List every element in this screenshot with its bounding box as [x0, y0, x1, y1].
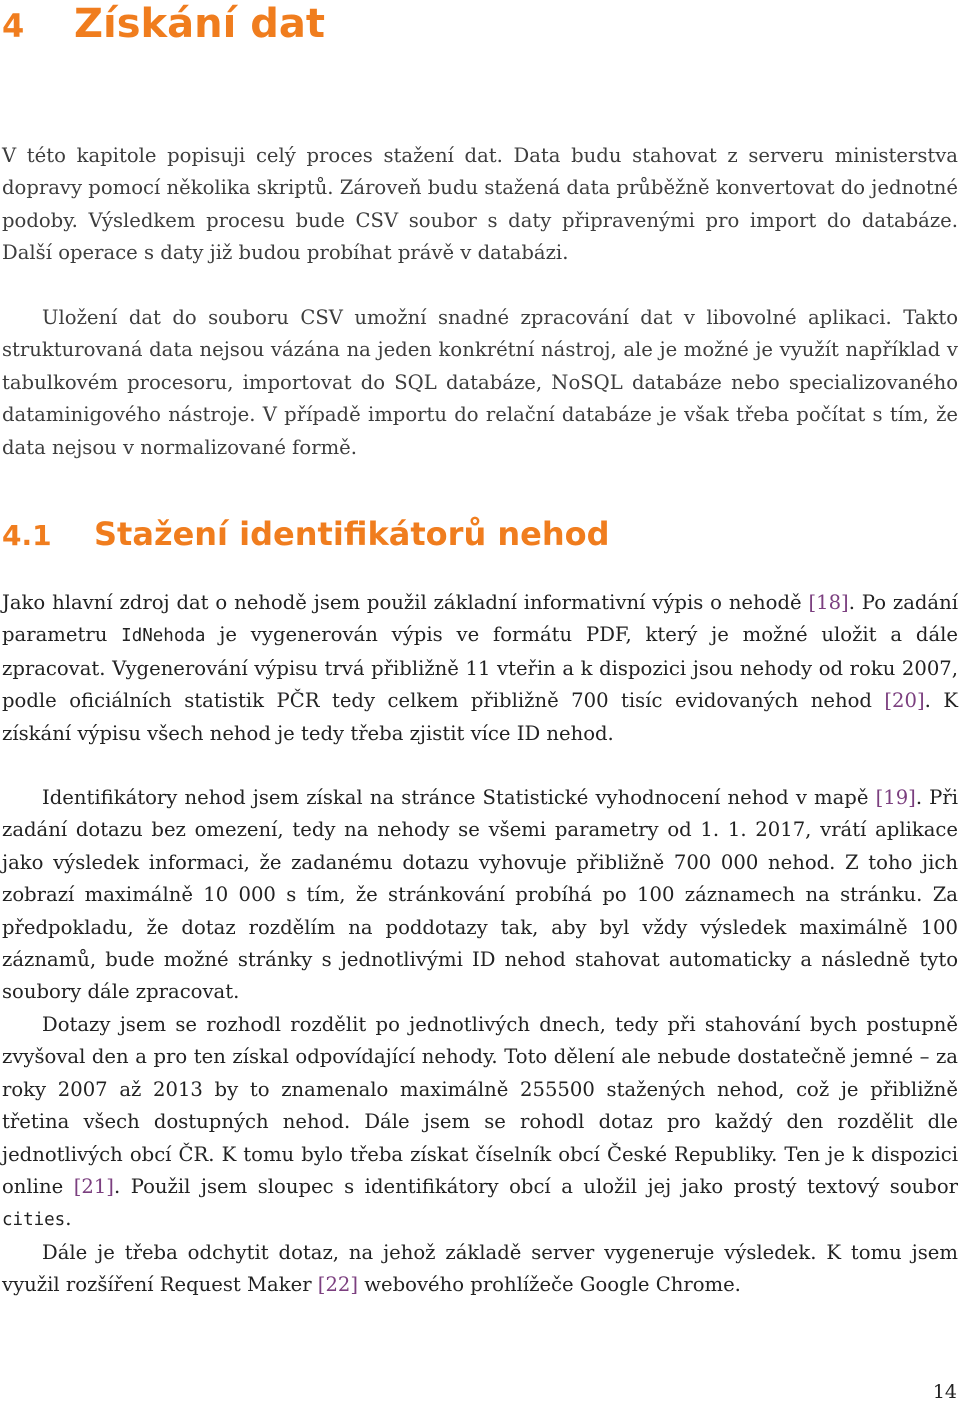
section-heading: [2, 512, 610, 558]
chapter-title: Získání dat: [74, 1, 325, 47]
body-paragraph-3: [2, 1009, 958, 1237]
intro-paragraph-2: Uložení dat do souboru CSV umožní snadné zpracování dat v libovolné aplikaci. Takto strukturovaná data nejsou vázána na jeden konkrétní nástroj, ale je možné je využít například v tabulkovém procesoru, importovat do SQL databáze, NoSQL databáze nebo specializovaného dataminigového nástroje. V případě importu do relační databáze je však třeba počítat s tím, že data nejsou v normalizované formě.: [2, 306, 958, 459]
citation-link[interactable]: [18]: [808, 591, 849, 614]
body-paragraph-2: [2, 782, 958, 1009]
body-paragraph-4: [2, 1237, 958, 1302]
body-paragraph-1: [2, 587, 958, 750]
text-run: . Při zadání dotazu bez omezení, tedy na nehody se všemi parametry od 1. 1. 2017, vrátí aplikace jako výsledek informaci, že zadanému dotazu vyhovuje přibližně 700 000 nehod. Z toho jich zobrazí maximálně 10 000 s tím, že stránkování probíhá po 100 záznamech na stránku. Za předpokladu, že dotaz rozdělím na poddotazy tak, aby byl vždy výsledek maximálně 100 záznamů, bude možné stránky s jednotlivými ID nehod stahovat automaticky a následně tyto soubory dále zpracovat.: [2, 786, 959, 1004]
inline-code: cities: [2, 1210, 66, 1231]
page-number: 14: [932, 1381, 957, 1403]
text-run: . K získání výpisu všech nehod je tedy třeba zjistit více ID nehod.: [2, 689, 958, 745]
text-run: Identifikátory nehod jsem získal na stránce Statistické vyhodnocení nehod v mapě: [42, 786, 876, 809]
citation-link[interactable]: [20]: [884, 689, 925, 713]
text-run: . Po zadání parametru: [2, 591, 958, 647]
text-run: webového prohlížeče Google Chrome.: [358, 1273, 741, 1297]
text-run: Jako hlavní zdroj dat o nehodě jsem použil základní informativní výpis o nehodě: [2, 591, 809, 614]
chapter-heading: [2, 0, 325, 50]
text-run: .: [65, 1207, 72, 1231]
citation-link[interactable]: [21]: [73, 1175, 114, 1199]
inline-code: IdNehoda: [121, 626, 206, 647]
text-run: . Použil jsem sloupec s identifikátory obcí a uložil jej jako prostý textový soubor: [113, 1175, 958, 1199]
text-run: Dotazy jsem se rozhodl rozdělit po jednotlivých dnech, tedy při stahování bych postupně zvyšoval den a pro ten získal odpovídající nehody. Toto dělení ale nebude dostatečně jemné – za roky 2007 až 2013 by to znamenalo maximálně 255500 stažených nehod, což je přibližně třetina všech dostupných nehod. Dále jsem se rohodl dotaz pro každý den rozdělit dle jednotlivých obcí ČR. K tomu bylo třeba získat číselník obcí České Republiky. Ten je k dispozici online: [2, 1013, 958, 1199]
section-title: Stažení identifikátorů nehod: [94, 515, 610, 553]
section-number: 4.1: [2, 519, 52, 552]
citation-link[interactable]: [19]: [875, 786, 916, 809]
text-run: je vygenerován výpis ve formátu PDF, který je možné uložit a dále zpracovat. Vygenerování výpisu trvá přibližně 11 vteřin a k dispozici jsou nehody od roku 2007, podle oficiálních statistik PČR tedy celkem přibližně 700 tisíc evidovaných nehod: [2, 623, 958, 713]
intro-paragraph-1: V této kapitole popisuji celý proces stažení dat. Data budu stahovat z serveru ministerstva dopravy pomocí několika skriptů. Zároveň budu stažená data průběžně konvertovat do jednotné podoby. Výsledkem procesu bude CSV soubor s daty připravenými pro import do databáze. Další operace s daty již budou probíhat právě v databázi.: [2, 144, 958, 265]
chapter-number: 4: [2, 7, 25, 45]
text-run: Dále je třeba odchytit dotaz, na jehož základě server vygeneruje výsledek. K tomu jsem využil rozšíření Request Maker: [2, 1241, 958, 1297]
citation-link[interactable]: [22]: [317, 1273, 359, 1297]
